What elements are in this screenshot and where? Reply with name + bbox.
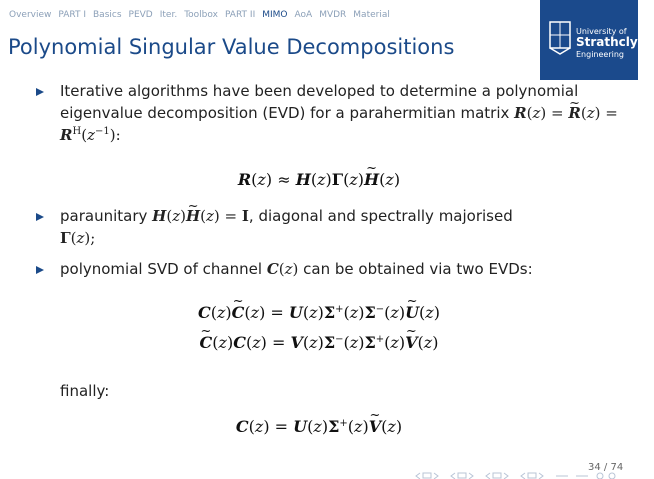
- equation-svd-left: C(z)~ C(z) = U(z)Σ+(z)Σ−(z)~ U(z): [0, 303, 638, 322]
- bullet-marker-icon: [35, 212, 45, 222]
- nav-material[interactable]: Material: [353, 10, 390, 20]
- nav-iter[interactable]: Iter.: [159, 10, 178, 20]
- logo-line-2: Strathclyde: [576, 35, 654, 49]
- logo-line-1: University of: [576, 27, 627, 36]
- nav-mvdr[interactable]: MVDR: [319, 10, 347, 20]
- bullet-marker-icon: [35, 265, 45, 275]
- nav-overview[interactable]: Overview: [9, 10, 52, 20]
- nav-aoa[interactable]: AoA: [294, 10, 313, 20]
- bullet-marker-icon: [35, 87, 45, 97]
- nav-pevd[interactable]: PEVD: [128, 10, 153, 20]
- nav-toolbox[interactable]: Toolbox: [184, 10, 218, 20]
- bullet-3-tail: can be obtained via two EVDs:: [303, 260, 533, 278]
- slide-title: Polynomial Singular Value Decompositions: [8, 35, 455, 59]
- bullet-2-words: paraunitary: [60, 207, 148, 225]
- beamer-nav-symbols-icon[interactable]: [0, 472, 638, 479]
- nav-basics[interactable]: Basics: [93, 10, 122, 20]
- bullet-2-mid: , diagonal and spectrally majorised: [248, 207, 513, 225]
- bullet-3-words: polynomial SVD of channel: [60, 260, 263, 278]
- nav-part-2[interactable]: PART II: [224, 10, 256, 20]
- logo-line-3: Engineering: [576, 50, 624, 59]
- nav-mimo[interactable]: MIMO: [262, 10, 288, 20]
- approx-symbol: ≈: [277, 170, 291, 189]
- equation-svd-final: C(z) = U(z)Σ+(z)~ V(z): [0, 417, 638, 436]
- bullet-3-text: polynomial SVD of channel C(z) can be obtained via two EVDs:: [60, 260, 533, 278]
- equation-pevd: R(z) ≈ H(z)Γ(z)~ H(z): [0, 170, 638, 189]
- page-number: 34 / 74: [588, 462, 624, 473]
- bullet-1-text: [60, 80, 620, 146]
- finally-label: finally:: [60, 382, 110, 400]
- nav-part-1[interactable]: PART I: [58, 10, 86, 20]
- bullet-1-math: R(z) = ~ $R(z) = R^H(z^{-1})$:: [60, 104, 618, 144]
- bullet-2-text: paraunitary H(z)~ H(z) = I, diagonal and spectrally majorised Γ(z);: [60, 205, 620, 249]
- equation-svd-right: ~ C(z)C(z) = V(z)Σ−(z)Σ+(z)~ V(z): [0, 333, 638, 352]
- bullet-1-words: Iterative algorithms have been developed to determine a polynomial eigenvalue decomposition (EVD) for a parahermitian matrix: [60, 82, 579, 122]
